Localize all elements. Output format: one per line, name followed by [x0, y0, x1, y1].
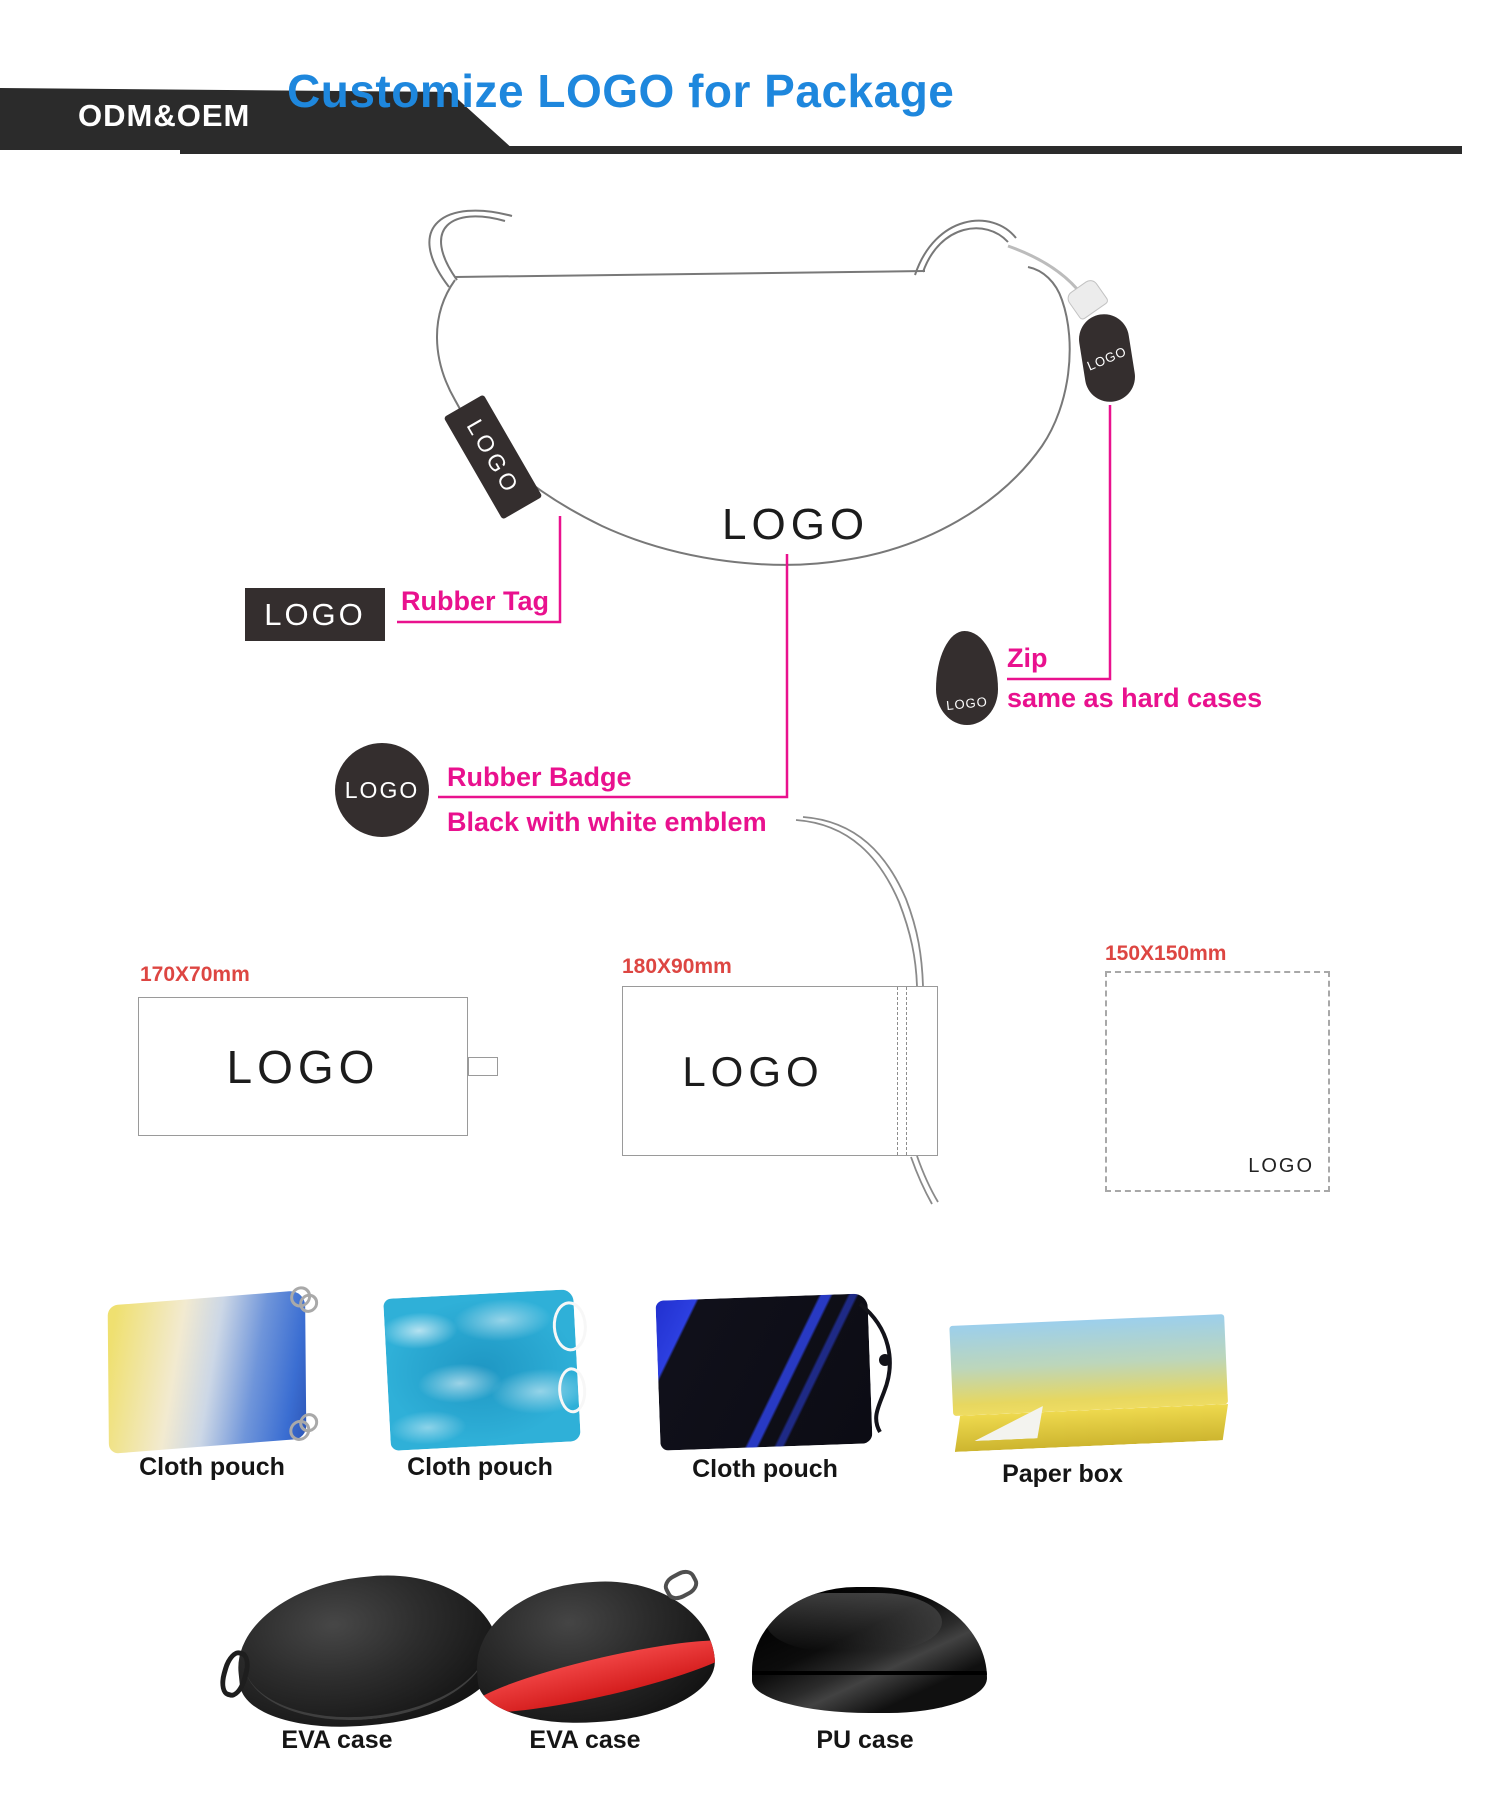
cloth-template	[1105, 971, 1330, 1192]
rubber-badge-label: Rubber Badge	[447, 762, 632, 792]
cloth-pouch-gradient-photo	[108, 1290, 307, 1454]
cloth-pouch-water-label: Cloth pouch	[407, 1453, 553, 1481]
cloth-dimension: 150X150mm	[1105, 942, 1227, 965]
case-right-drawstring-loop	[915, 221, 1016, 275]
zip-sublabel: same as hard cases	[1007, 683, 1263, 713]
sleeve-template	[138, 997, 468, 1136]
paper-box-lid	[949, 1314, 1228, 1416]
cloth-pouch-black-label: Cloth pouch	[692, 1455, 838, 1483]
rubber-tag-logo: LOGO	[461, 414, 526, 499]
pouch-logo-area	[623, 987, 883, 1157]
zip-connector	[1007, 405, 1110, 679]
odm-oem-badge: ODM&OEM	[78, 98, 251, 133]
zip-swatch-logo: LOGO	[945, 693, 989, 714]
pouch-channel-stitch-left	[897, 987, 898, 1155]
pu-case-highlight	[766, 1593, 942, 1651]
zip-cord	[1008, 246, 1082, 295]
pu-case-seam	[752, 1671, 987, 1675]
case-top-edge	[455, 271, 925, 277]
eva-case-2-label: EVA case	[529, 1726, 641, 1754]
pouch-channel-stitch-right	[906, 987, 907, 1155]
eva-case-1-label: EVA case	[281, 1726, 393, 1754]
paper-box-photo	[949, 1314, 1229, 1454]
cloth-pouch-black-photo	[655, 1293, 872, 1450]
pouch-dimension: 180X90mm	[622, 955, 732, 978]
zip-label: Zip	[1007, 643, 1048, 673]
case-center-logo: LOGO	[722, 500, 870, 549]
rubber-tag-swatch	[245, 588, 385, 641]
rubber-tag-label: Rubber Tag	[401, 586, 549, 616]
pouch-logo: LOGO	[682, 1048, 824, 1095]
pu-case-label: PU case	[816, 1726, 914, 1754]
pouch-template-cord-bottom	[911, 1156, 938, 1204]
cloth-logo: LOGO	[1248, 1155, 1314, 1177]
rubber-badge-logo: LOGO	[344, 776, 420, 803]
paper-box-label: Paper box	[1002, 1460, 1123, 1488]
zip-pull-logo: LOGO	[1084, 342, 1130, 374]
sleeve-logo: LOGO	[226, 1040, 380, 1093]
pouch-template-cord-top	[796, 817, 923, 986]
page-title: Customize LOGO for Package	[287, 65, 955, 117]
pouch-black-cord	[852, 1300, 912, 1440]
rubber-badge-sublabel: Black with white emblem	[447, 807, 767, 837]
pouch-template	[622, 986, 938, 1156]
cloth-pouch-gradient-label: Cloth pouch	[139, 1453, 285, 1481]
cloth-pouch-water-photo	[383, 1289, 581, 1451]
rubber-tag-swatch-logo: LOGO	[264, 596, 366, 632]
sleeve-dimension: 170X70mm	[140, 963, 250, 986]
rubber-badge-swatch	[335, 743, 429, 837]
sleeve-pull-tab	[468, 1057, 498, 1076]
